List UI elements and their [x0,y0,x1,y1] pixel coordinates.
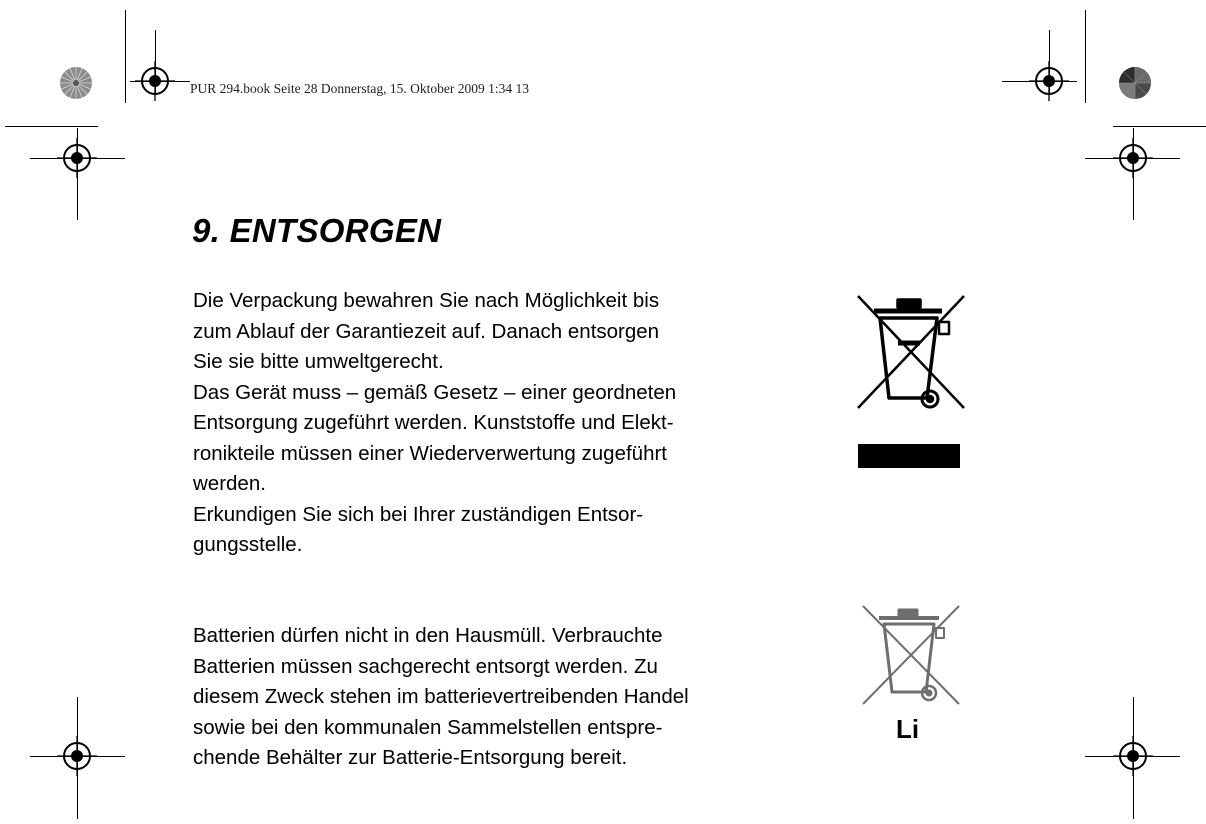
print-slug: PUR 294.book Seite 28 Donnerstag, 15. Oktober 2009 1:34 13 [190,81,529,96]
crop-mark [1113,126,1206,127]
crop-mark [1085,10,1086,103]
registration-mark-icon [1029,61,1069,101]
crop-mark [5,126,98,127]
section-heading: 9. ENTSORGEN [192,212,442,249]
registration-mark-icon [1113,138,1153,178]
battery-chemistry-label: Li [896,714,920,744]
text-line: werden. [193,472,266,495]
text-line: Erkundigen Sie sich bei Ihrer zuständigen Entsor- [193,502,644,526]
text-line: Das Gerät muss – gemäß Gesetz – einer geordneten [193,380,677,404]
text-line: Sie sie bitte umweltgerecht. [193,350,444,373]
color-rosette-icon [1118,66,1152,100]
text-line: Batterien müssen sachgerecht entsorgt werden. Zu [193,654,658,678]
text-line: sowie bei den kommunalen Sammelstellen entspre- [193,715,663,739]
text-line: Die Verpackung bewahren Sie nach Möglichkeit bis [193,289,660,312]
battery-paragraph [193,621,833,774]
text-line: diesem Zweck stehen im batterievertreibenden Handel [193,685,689,708]
text-line: Batterien dürfen nicht in den Hausmüll. Verbrauchte [193,624,663,647]
text-line: ronikteile müssen einer Wiederverwertung zugeführt [193,441,668,465]
text-line: zum Ablauf der Garantiezeit auf. Danach entsorgen [193,319,660,343]
separate-collection-bar [858,444,960,468]
text-line: chende Behälter zur Batterie-Entsorgung bereit. [193,746,628,769]
registration-mark-icon [57,736,97,776]
crossed-out-wheelie-bin-icon [850,288,972,418]
disposal-paragraph [193,286,833,561]
registration-mark-icon [135,61,175,101]
text-line: Entsorgung zugeführt werden. Kunststoffe und Elekt- [193,411,674,434]
registration-mark-icon [57,138,97,178]
registration-mark-icon [1113,736,1153,776]
color-rosette-icon [59,66,93,100]
crop-mark [125,10,126,103]
text-line: gungsstelle. [193,533,303,556]
crossed-out-battery-bin-icon [855,600,967,710]
